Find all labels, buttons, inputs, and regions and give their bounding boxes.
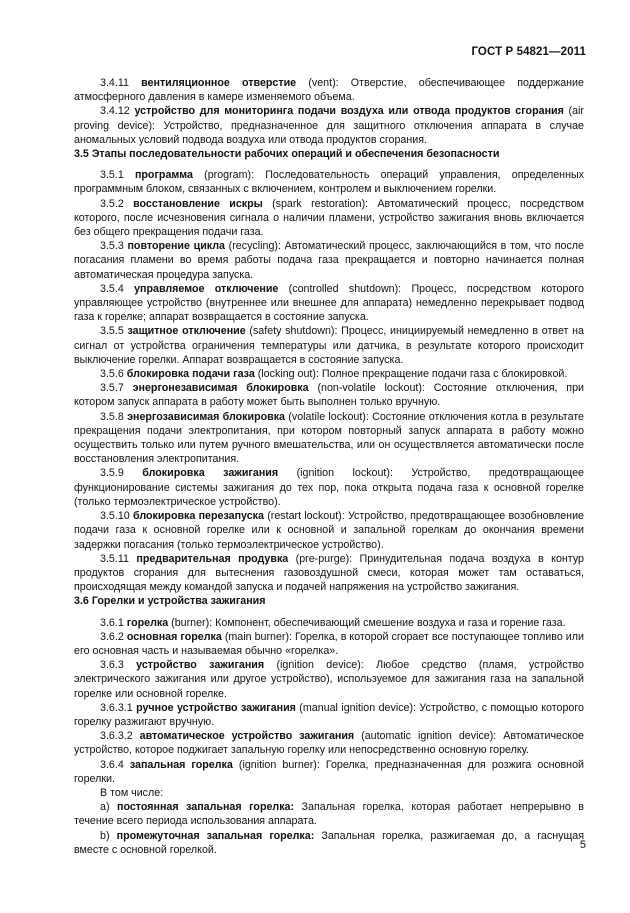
term: предварительная продувка xyxy=(136,552,289,565)
clause-number: 3.5.2 xyxy=(100,197,124,210)
definition-paragraph xyxy=(74,552,584,595)
definition-paragraph xyxy=(74,616,584,630)
clause-number: 3.6.4 xyxy=(100,758,124,771)
term: блокировка перезапуска xyxy=(132,510,264,523)
definition-text: (air proving device): Устройство, предназначенное для защитного отключения аппарата в случае аномальных условий подвода воздуха или отвода продуктов сгорания. xyxy=(74,105,584,146)
section-heading: 3.6 Горелки и устройства зажигания xyxy=(74,595,266,608)
term: восстановление искры xyxy=(133,197,263,210)
definition-text: (recycling): Автоматический процесс, заключающийся в том, что после погасания пламени во время работы подача газа прекращается и повторно начинается полная автоматическая процедура запуска. xyxy=(74,240,584,281)
clause-number: 3.4.12 xyxy=(100,105,130,118)
term: повторение цикла xyxy=(127,240,225,253)
definition-paragraph xyxy=(74,701,584,729)
clause-number: 3.5.10 xyxy=(100,510,130,523)
clause-number: b) xyxy=(100,829,110,842)
definition-paragraph xyxy=(74,630,584,658)
term: автоматическое устройство зажигания xyxy=(139,730,355,743)
definition-text: (program): Последовательность операций управления, определенных программным блоком, связанных с включением, контролем и выключением горелки. xyxy=(74,169,584,196)
definition-text: (vent): Отверстие, обеспечивающее поддержание атмосферного давления в камере изменяемого объема. xyxy=(74,77,584,104)
clause-number: 3.5.9 xyxy=(100,467,124,480)
definition-text: (restart lockout): Устройство, предотвращающее возобновление подачи газа к основной горелке или к основной и запальной горелкам до окончания времени задержки погасания (только термоэлектрическое устройство). xyxy=(74,510,584,551)
definition-paragraph xyxy=(74,658,584,701)
clause-number: 3.4.11 xyxy=(100,77,129,89)
clause-number: 3.6.3.2 xyxy=(100,730,133,743)
document-body xyxy=(74,76,584,857)
term: ручное устройство зажигания xyxy=(136,701,296,714)
term: управляемое отключение xyxy=(134,282,279,295)
definition-paragraph xyxy=(74,239,584,282)
definition-text: (spark restoration): Автоматический процесс, посредством которого, после исчезновения сигнала о наличии пламени, устройство зажигания вновь включается без общего прекращения подачи газа. xyxy=(74,197,584,239)
definition-paragraph xyxy=(74,282,584,325)
clause-number: a) xyxy=(100,801,110,814)
term: запальная горелка xyxy=(129,758,233,771)
clause-number: 3.6.3 xyxy=(100,659,124,672)
definition-paragraph xyxy=(74,324,584,367)
definition-text: (automatic ignition device): Автоматическое устройство, которое поджигает запальную горелку или непосредственно основную горелку. xyxy=(74,730,584,757)
definition-paragraph xyxy=(74,509,584,552)
clause-number: 3.5.4 xyxy=(100,282,124,295)
term: защитное отключение xyxy=(127,325,246,338)
term: вентиляционное отверстие xyxy=(141,77,297,89)
definition-paragraph xyxy=(74,758,584,786)
definition-text: (ignition burner): Горелка, предназначенная для розжига основной горелки. xyxy=(74,758,584,785)
definition-text: (main burner): Горелка, в которой сгорает все поступающее топливо или его основная часть и называемая обычно «горелка». xyxy=(74,630,584,657)
clause-number: 3.5.5 xyxy=(100,325,124,338)
definition-text: Запальная горелка, разжигаемая до, а гаснущая вместе с основной горелкой. xyxy=(74,829,584,856)
definition-text: Запальная горелка, которая работает непрерывно в течение всего периода использования аппарата. xyxy=(74,801,584,828)
clause-number: 3.6.2 xyxy=(100,630,124,643)
definition-paragraph xyxy=(74,729,584,757)
term: блокировка подачи газа xyxy=(126,368,255,381)
definition-paragraph xyxy=(74,104,584,147)
definition-text: (locking out): Полное прекращение подачи газа с блокировкой. xyxy=(254,368,568,381)
clause-number: 3.6.1 xyxy=(100,616,124,629)
definition-text: (ignition device): Любое средство (пламя, устройство электрического зажигания или другое устройство), используемое для зажигания газа на запальной горелке или основной горелке. xyxy=(74,659,584,700)
definition-text: (volatile lockout): Состояние отключения котла в результате прекращения подачи электропитания, при котором повторный запуск аппарата в работу можно осуществить только или путем ручного вмешательства, или он осуществляется автоматически после восстановления электропитания. xyxy=(74,410,584,466)
definition-text: (controlled shutdown): Процесс, посредством которого управляющее устройство (внутреннее или внешнее для аппарата) немедленно перекрывает подвод газа к горелке; аппарат возвращается в состояние запуска. xyxy=(74,282,584,324)
definition-paragraph xyxy=(74,410,584,467)
document-header: ГОСТ Р 54821—2011 xyxy=(471,46,586,58)
term: устройство для мониторинга подачи воздуха или отвода продуктов сгорания xyxy=(134,105,564,118)
definition-paragraph xyxy=(74,800,584,828)
term: основная горелка xyxy=(126,630,222,643)
definition-text: (burner): Компонент, обеспечивающий смешение воздуха и газа и горение газа. xyxy=(168,616,566,629)
term: устройство зажигания xyxy=(136,659,265,672)
definition-text: (manual ignition device): Устройство, с помощью которого горелку разжигают вручную. xyxy=(74,701,584,728)
definition-text: (pre-purge): Принудительная подача воздуха в контур продуктов сгорания для вытеснения газовоздушной смеси, которая может там оставаться, происходящая между командой запуска и подачей напряжения на устройство зажигания. xyxy=(74,552,584,594)
term: энергонезависимая блокировка xyxy=(132,382,309,395)
definition-text: (non-volatile lockout): Состояние отключения, при котором запуск аппарата в работу может быть выполнен только вручную. xyxy=(74,382,584,409)
page-number: 5 xyxy=(579,839,586,851)
term: энергозависимая блокировка xyxy=(127,410,285,423)
paragraph: В том числе: xyxy=(100,786,164,799)
term: блокировка зажигания xyxy=(142,467,279,480)
definition-text: (safety shutdown): Процесс, инициируемый немедленно в ответ на сигнал от устройства ограничения температуры или датчика, в результате которого происходит выключение горелки. Аппарат возвращается в состояние запуска. xyxy=(74,325,584,366)
clause-number: 3.6.3.1 xyxy=(100,701,133,714)
clause-number: 3.5.7 xyxy=(100,382,124,395)
definition-paragraph xyxy=(74,367,584,381)
definition-paragraph xyxy=(74,197,584,240)
term: промежуточная запальная горелка: xyxy=(116,829,315,842)
definition-paragraph xyxy=(74,829,584,857)
clause-number: 3.5.1 xyxy=(100,169,124,182)
clause-number: 3.5.8 xyxy=(100,410,124,423)
term: программа xyxy=(134,169,194,182)
definition-paragraph xyxy=(74,466,584,509)
definition-paragraph xyxy=(74,381,584,409)
clause-number: 3.5.3 xyxy=(100,240,124,253)
section-heading: 3.5 Этапы последовательности рабочих операций и обеспечения безопасности xyxy=(74,148,500,161)
clause-number: 3.5.6 xyxy=(100,368,124,381)
term: горелка xyxy=(126,616,169,629)
clause-number: 3.5.11 xyxy=(100,552,129,565)
definition-paragraph xyxy=(74,76,584,104)
definition-text: (ignition lockout): Устройство, предотвращающее функционирование системы зажигания до тех пор, пока открыта подача газа к основной горелке (только термоэлектрическое устройство). xyxy=(74,467,584,508)
term: постоянная запальная горелка: xyxy=(117,801,295,814)
definition-paragraph xyxy=(74,168,584,196)
